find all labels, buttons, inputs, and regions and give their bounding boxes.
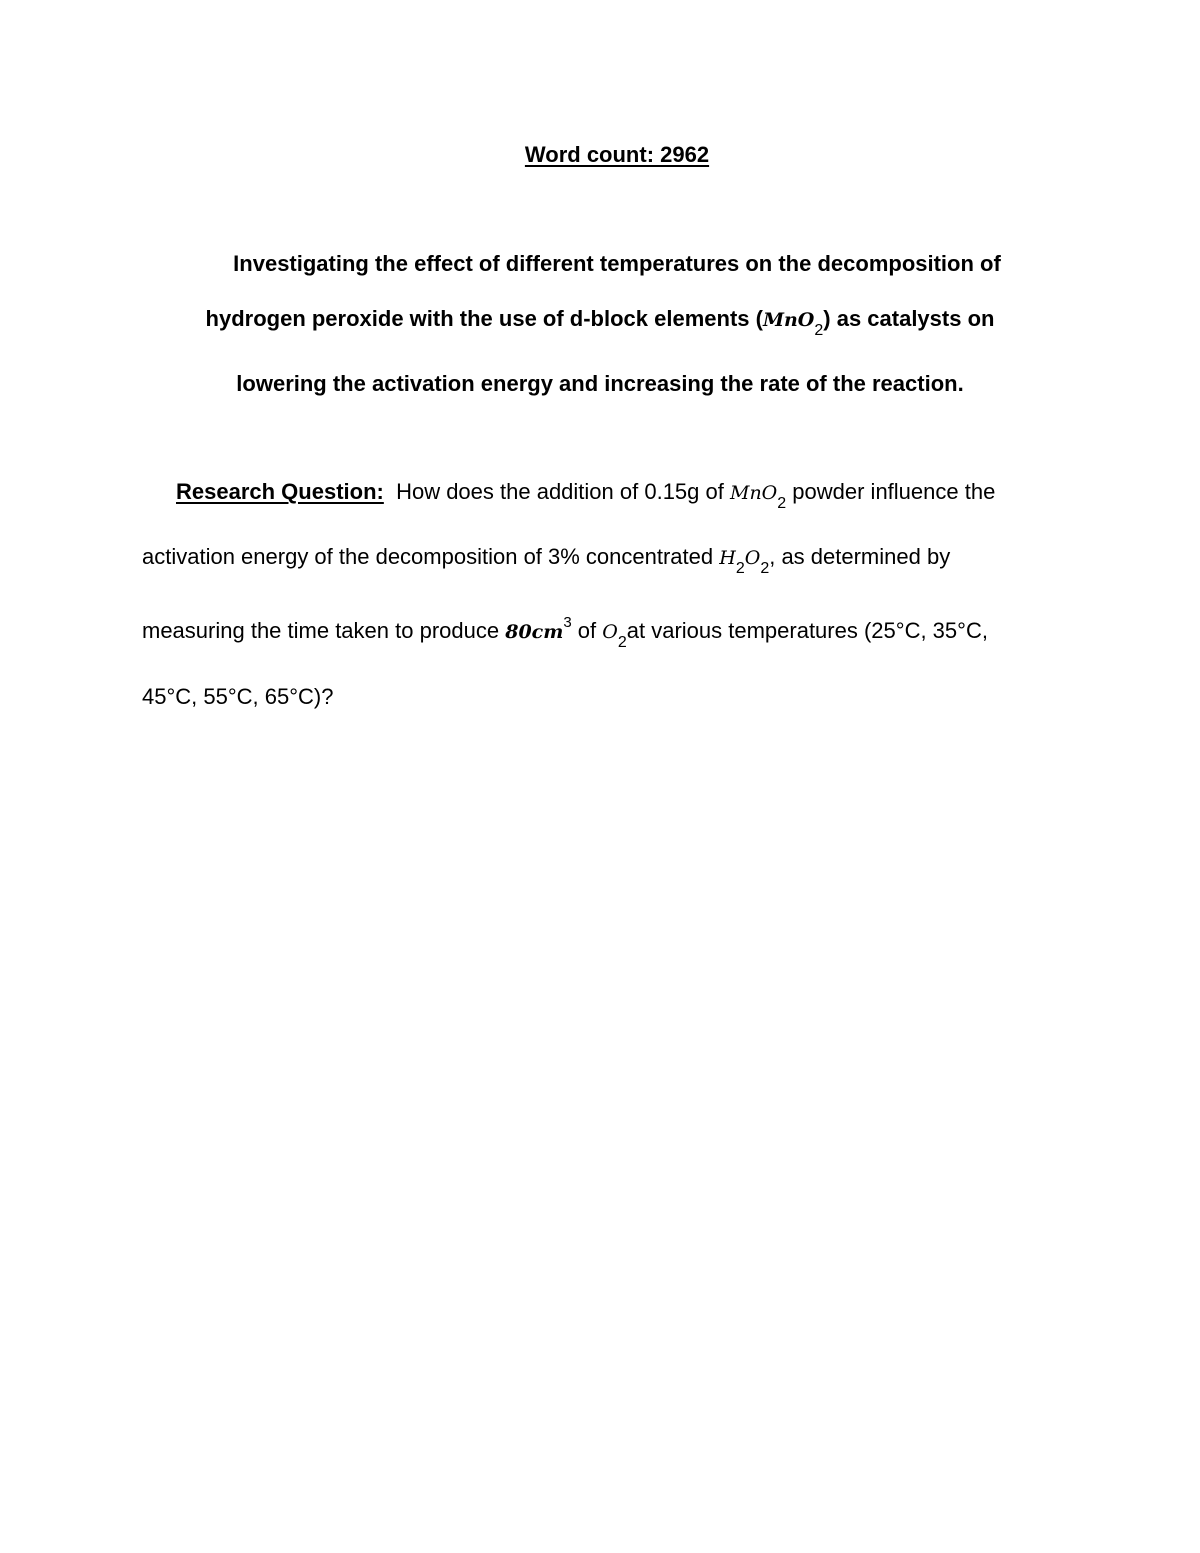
title-line-1: Investigating the effect of different temperatures on the decomposition of: [233, 251, 1001, 276]
research-question-line-4: 45°C, 55°C, 65°C)?: [142, 684, 334, 709]
word-count: Word count: 2962: [524, 142, 710, 167]
research-question-label: Research Question:: [176, 479, 384, 504]
research-question-line-2: activation energy of the decomposition of 3% concentrated $H_2O_2$, as determined by: [142, 544, 951, 577]
title-line-3: lowering the activation energy and increasing the rate of the reaction.: [236, 371, 964, 396]
research-question-line-3: measuring the time taken to produce $80cm^3$ of $O_2at$ various temperatures (25°C, 35°C,: [142, 614, 988, 651]
title-line-2-text-before: hydrogen peroxide with the use of d-block elements (: [205, 306, 763, 331]
mno2-formula: MnO$_2$: [729, 482, 787, 512]
o2-formula: $O_2$: [602, 621, 627, 651]
title-line-2-text-after: ) as catalysts on: [823, 306, 995, 331]
title-line-2: [0, 306, 1200, 339]
h2o2-formula: $H_2O_2$: [719, 547, 770, 577]
research-question-line-1: Research Question: How does the addition of 0.15g of MnO$_2$ powder influence the: [176, 479, 996, 512]
volume-value: $80cm^3$: [505, 614, 572, 643]
mno2-formula: MnO$_2$: [762, 309, 824, 339]
